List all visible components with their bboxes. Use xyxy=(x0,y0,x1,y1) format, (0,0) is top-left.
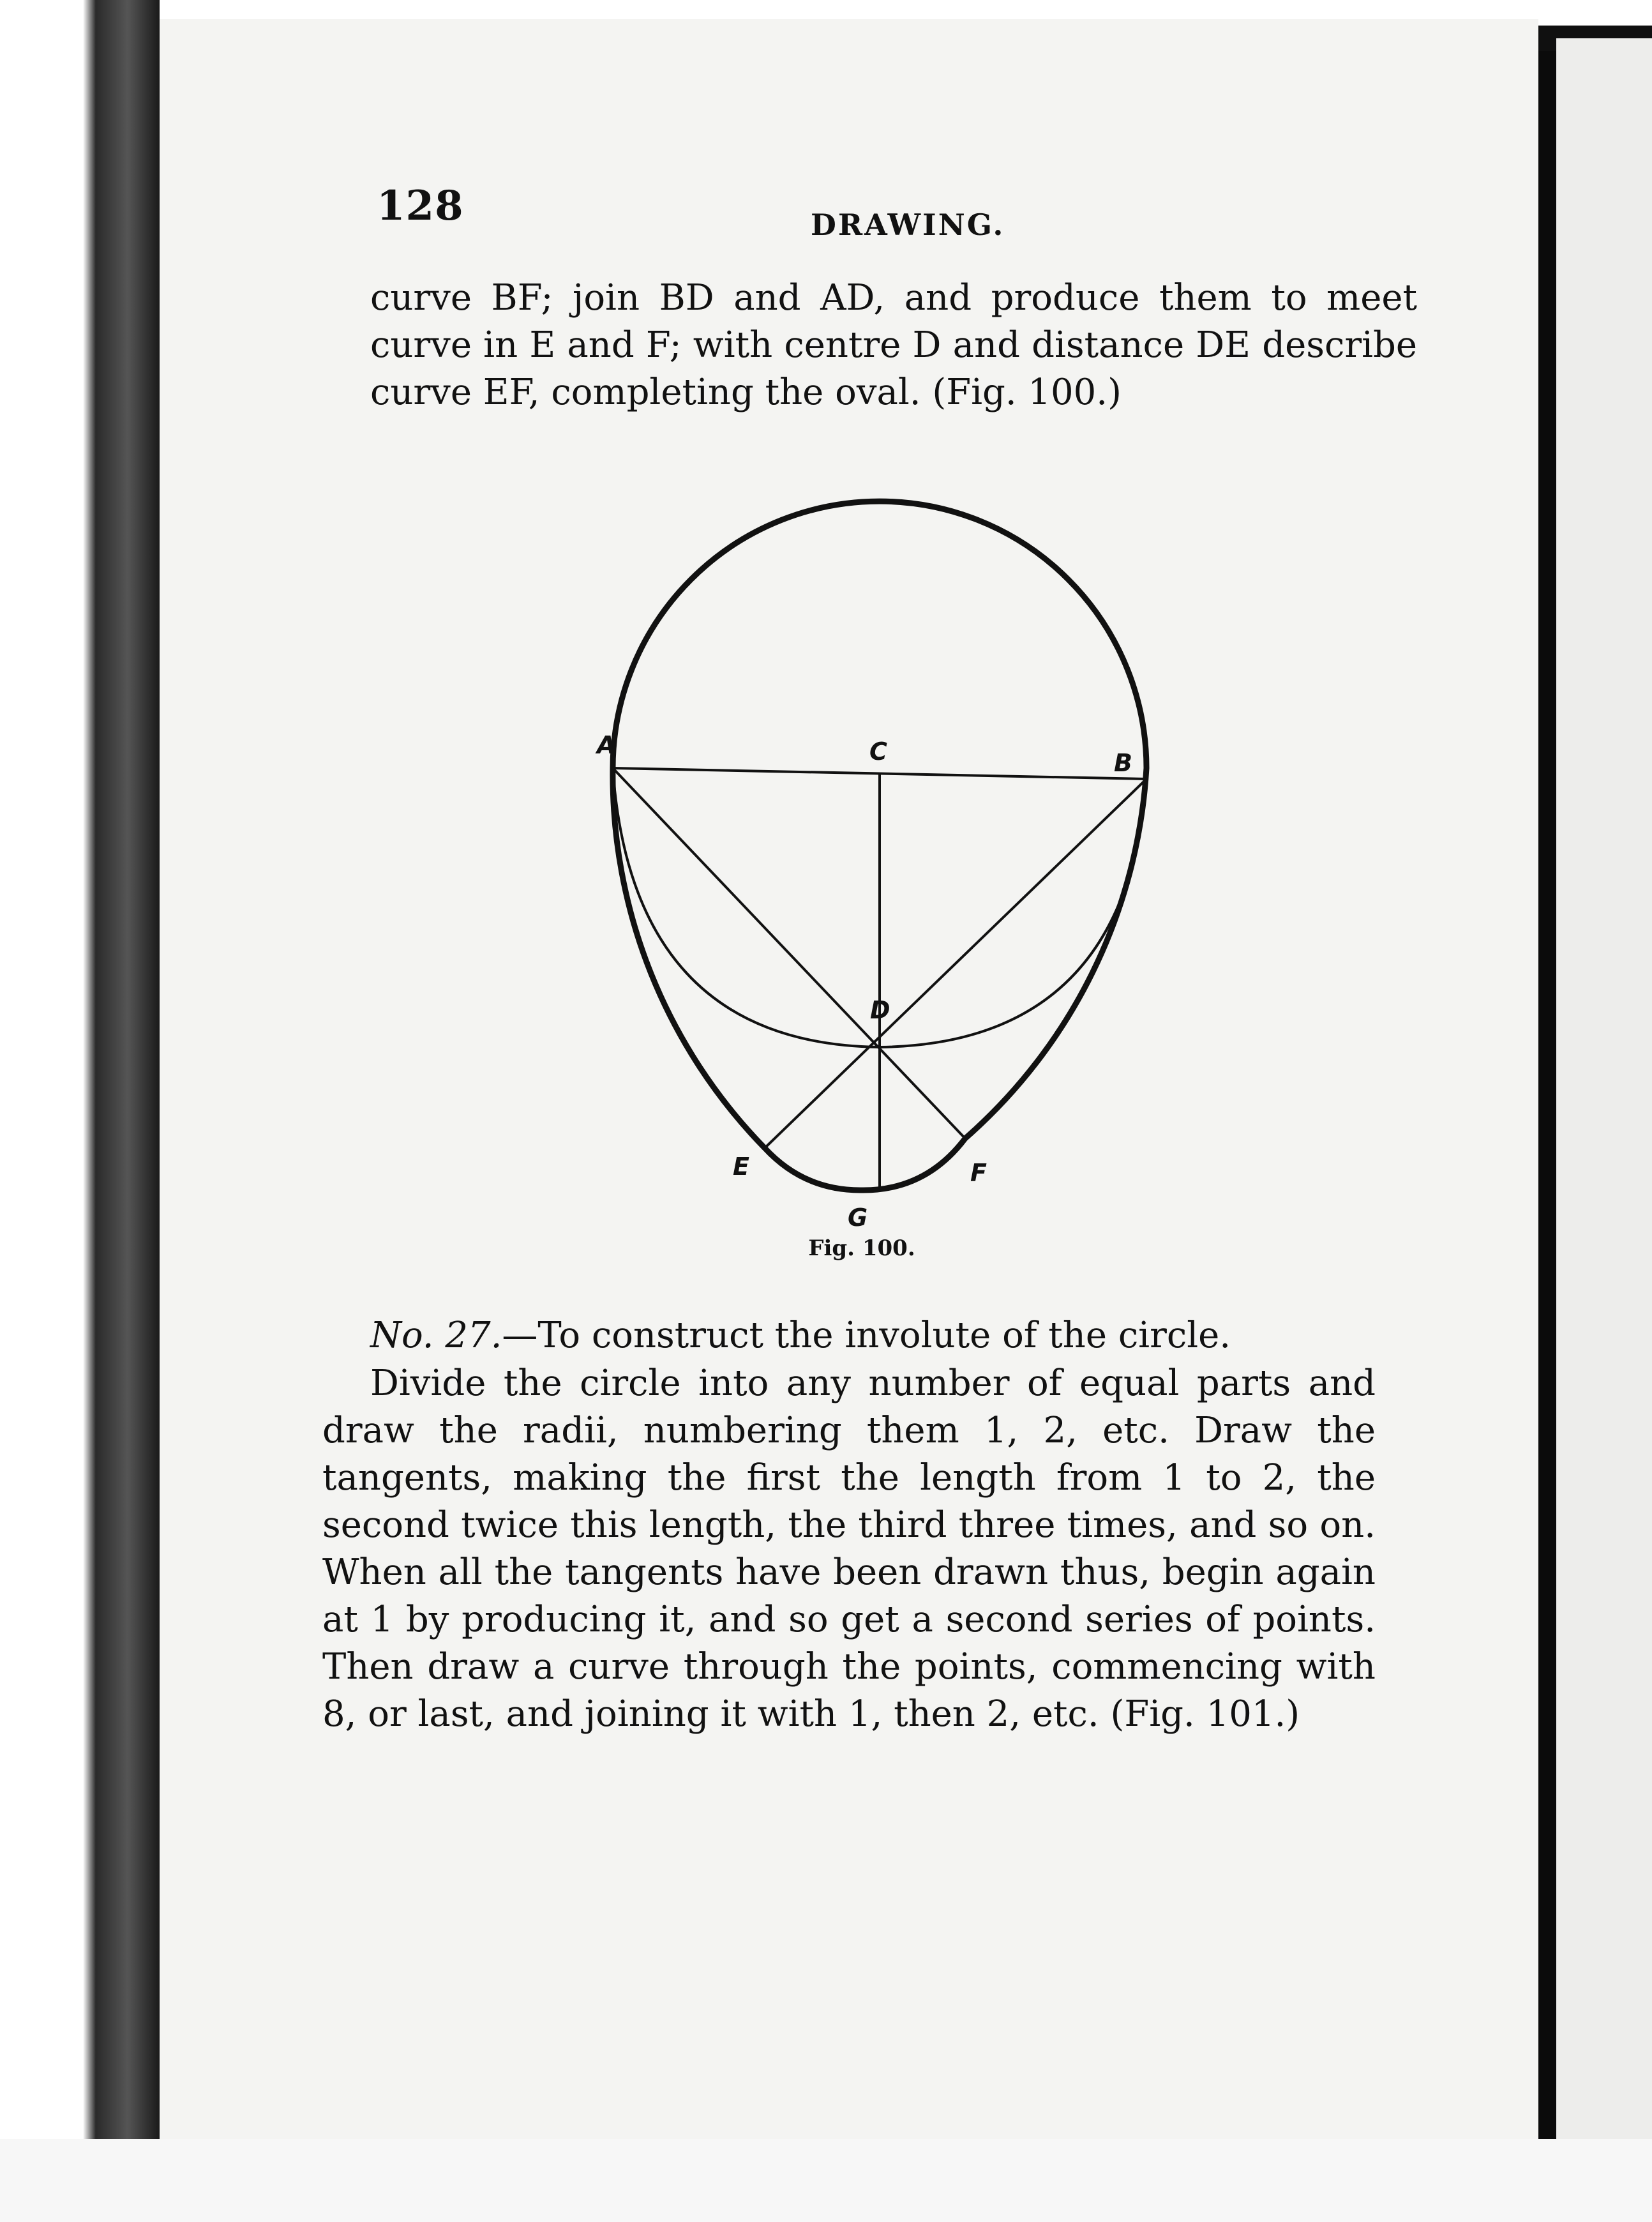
paragraph-oval-construction: curve BF; join BD and AD, and produce them to meet curve in E and F; with centre D and distance DE describe curve EF, completing the oval. (Fig. 100.) xyxy=(370,277,1417,413)
label-d: D xyxy=(870,996,890,1024)
label-a: A xyxy=(597,731,616,759)
label-c: C xyxy=(869,737,887,766)
label-f: F xyxy=(970,1159,987,1187)
label-g: G xyxy=(848,1204,868,1232)
paragraph-involute-instructions: Divide the circle into any number of equal parts and draw the radii, numbering them 1, 2, etc. Draw the tangents, making the first the length from 1 to 2, the second twice this length, the third three times, and so on. When all the tangents have been drawn thus, begin again at 1 by producing it, and so get a second series of points. Then draw a curve through the points, commencing with 8, or last, and joining it with 1, then 2, etc. (Fig. 101.) xyxy=(322,1363,1376,1735)
page-number: 128 xyxy=(377,182,464,230)
figure-100-oval xyxy=(594,498,1168,1232)
line-be xyxy=(765,779,1146,1148)
page-gutter xyxy=(1538,51,1556,2158)
line-af xyxy=(613,768,965,1138)
figure-caption: Fig. 100. xyxy=(808,1236,915,1261)
book-spine-edge xyxy=(0,0,160,2222)
label-b: B xyxy=(1114,749,1132,777)
problem-heading xyxy=(370,1312,1366,1359)
problem-title: —To construct the involute of the circle. xyxy=(502,1315,1231,1356)
scan-bottom-margin xyxy=(0,2139,1652,2222)
label-e: E xyxy=(733,1153,749,1181)
problem-number: No. 27. xyxy=(370,1315,502,1356)
running-head: DRAWING. xyxy=(811,208,1005,242)
facing-page-edge xyxy=(1556,38,1652,2165)
